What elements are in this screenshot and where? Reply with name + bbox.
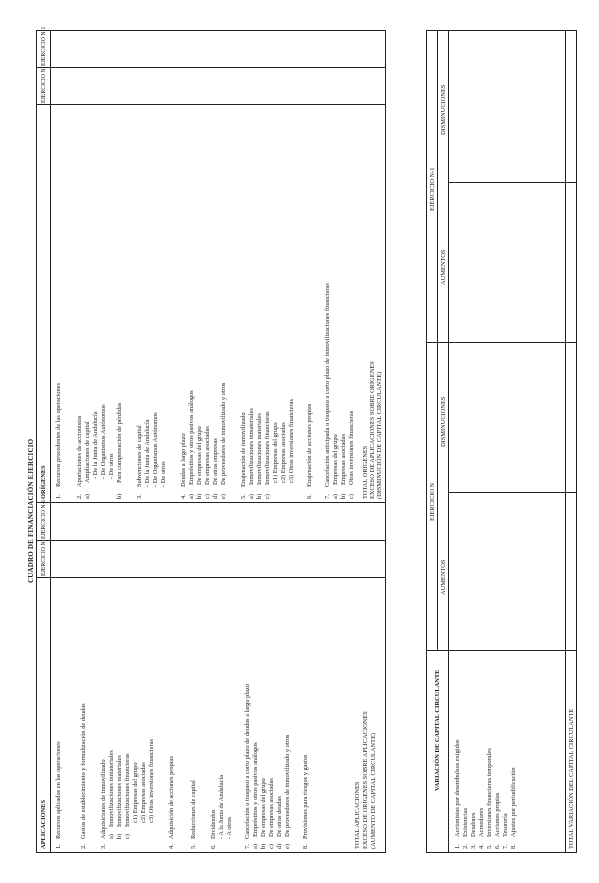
orig-text: - De Organismos Autónomos [152, 412, 159, 487]
circulante-num: 2. [462, 844, 469, 849]
orig-num: a) [332, 494, 339, 499]
aplic-text: c2) Empresas asociadas [140, 762, 147, 823]
aplic-text: Dividendos [210, 809, 217, 839]
circulante-num: 6. [494, 844, 501, 849]
circulante-item: Acreedores [478, 807, 485, 837]
orig-text: De empresas del grupo [196, 426, 203, 485]
circulante-num: 3. [470, 844, 477, 849]
orig-text: Inmovilizaciones materiales [256, 413, 263, 485]
orig-text: Empréstitos y otros pasivos análogos [188, 390, 195, 485]
aplic-text: Cancelación o traspaso a corto plazo de deudas a largo plazo [244, 684, 251, 839]
circulante-ejercicio-n: EJERCICIO N [429, 482, 436, 521]
orig-num: a) [84, 494, 91, 499]
aplic-text: De empresas asociadas [268, 778, 275, 837]
circulante-item: Acciones propias [494, 792, 501, 837]
circulante-left-border [426, 852, 576, 853]
aplicaciones-header: APLICACIONES [40, 799, 47, 849]
aplic-text: Empréstitos y otros pasivos análogos [252, 742, 259, 837]
aplic-num: d) [276, 843, 283, 849]
orig-text: Enajenación de inmovilizado [240, 412, 247, 487]
orig-text: Inmovilizaciones inmateriales [248, 408, 255, 485]
orig-col-n-header: EJERCICIO N [41, 68, 47, 103]
orig-text: c3) Otras inversiones financieras [288, 399, 295, 483]
aplic-text: Reducciones de capital [190, 780, 197, 839]
circulante-item: Tesorería [502, 813, 509, 837]
orig-num: 2. [76, 494, 83, 499]
orig-text: c2) Empresas asociadas [280, 422, 287, 483]
financing-title: CUADRO DE FINANCIACIÓN EJERCICIO [27, 438, 35, 583]
orig-num: 6. [306, 494, 313, 499]
circulante-num: 1. [454, 844, 461, 849]
orig-text: - De otros [108, 453, 115, 479]
circulante-num: 4. [478, 844, 485, 849]
circulante-col-divider-3 [426, 342, 576, 343]
orig-num: a) [188, 494, 195, 499]
orig-num: 7. [324, 494, 331, 499]
aplic-text: - A la Junta de Andalucía [218, 774, 225, 839]
orig-text: Subvenciones de capital [136, 425, 143, 487]
orig-num: b) [196, 493, 203, 499]
orig-total: TOTAL ORÍGENES [362, 445, 369, 499]
financing-right-border [36, 30, 385, 31]
aplic-text: c3) Otras inversiones financieras [148, 739, 155, 823]
aplic-num: 4. [168, 844, 175, 849]
orig-text: Ampliaciones de capital [84, 421, 91, 483]
aplic-text: - A otros [226, 816, 233, 839]
orig-text: Recursos procedentes de las operaciones [55, 383, 62, 487]
orig-text: - De Organismos Autónomos [100, 404, 107, 479]
aplic-excess-line-2: (AUMENTO DE CAPITAL CIRCULANTE) [370, 732, 377, 849]
orig-num: 3. [136, 494, 143, 499]
orig-text: - De la Junta de Andalucía [144, 419, 151, 487]
aplic-text: Inmovilizaciones inmateriales [108, 750, 115, 827]
aplic-text: De otras deudas [276, 796, 283, 837]
orig-num: c) [264, 494, 271, 499]
orig-text: Enajenación de acciones propias [306, 403, 313, 487]
aplic-num: c) [124, 834, 131, 839]
aplic-num: c) [268, 844, 275, 849]
aplic-text: Adquisición de acciones propias [168, 756, 175, 839]
orig-excess-line-1: EXCESO DE APLICACIONES SOBRE ORÍGENES [369, 361, 376, 499]
orig-num: 4. [180, 494, 187, 499]
aplic-num: 1. [55, 844, 62, 849]
circulante-top-border [426, 30, 427, 853]
aplic-text: Provisiones para riesgos y gastos [302, 754, 309, 839]
orig-num: c) [204, 494, 211, 499]
orig-text: - De la Junta de Andalucía [92, 411, 99, 479]
orig-num: d) [212, 493, 219, 499]
section-divider [36, 502, 385, 503]
aplic-text: Inmovilizaciones financieras [124, 753, 131, 827]
aplic-col-n-divider [36, 577, 385, 578]
aplic-text: De proveedores de inmovilizado y otros [284, 734, 291, 837]
circulante-num: 8. [510, 844, 517, 849]
orig-num: b) [256, 493, 263, 499]
circulante-ejercicio-n1: EJERCICIO N-1 [429, 167, 436, 211]
aplic-col-n-header: EJERCICIO N [41, 541, 47, 576]
orig-text: De empresas asociadas [204, 426, 211, 485]
orig-text: c1) Empresas del grupo [272, 422, 279, 483]
circulante-total: TOTAL VARIACIÓN DEL CAPITAL CIRCULANTE [568, 708, 575, 849]
aplic-num: 6. [210, 844, 217, 849]
circulante-item: Existencias [462, 807, 469, 837]
aplic-num: b) [260, 843, 267, 849]
circulante-num: 7. [502, 844, 509, 849]
circulante-header-rule [448, 30, 449, 853]
circulante-item: Accionistas por desembolsos exigidos [454, 739, 461, 837]
orig-num: 5. [240, 494, 247, 499]
orig-text: Aportaciones de accionistas [76, 415, 83, 487]
orig-text: Empresas del grupo [332, 434, 339, 485]
orig-text: De otras empresas [212, 438, 219, 485]
orig-num: c) [348, 494, 355, 499]
orig-num: e) [220, 494, 227, 499]
orig-num: a) [248, 494, 255, 499]
disminuciones-n-header: DISMINUCIONES [440, 396, 447, 447]
aplic-num: e) [284, 844, 291, 849]
aplic-text: Recursos aplicados en las operaciones [55, 741, 62, 839]
orig-text: Inmovilizaciones financieras [264, 411, 271, 485]
circulante-col-divider-4 [448, 182, 576, 183]
circulante-col-divider-2 [448, 492, 576, 493]
aplic-text: Inmovilizaciones materiales [116, 755, 123, 827]
aplic-num: a) [252, 844, 259, 849]
circulante-item: Ajustes por periodificación [510, 767, 517, 837]
orig-num: b) [116, 493, 123, 499]
orig-text: - De otros [160, 461, 167, 487]
aplic-col-n1-divider [36, 540, 385, 541]
aplic-num: 8. [302, 844, 309, 849]
aplic-text: c1) Empresas del grupo [132, 762, 139, 823]
orig-col-n1-divider [36, 67, 385, 68]
orig-num: 1. [55, 494, 62, 499]
orig-text: Deudas a largo plazo [180, 433, 187, 487]
circulante-num: 5. [486, 844, 493, 849]
aplic-num: 7. [244, 844, 251, 849]
aplic-col-n1-header: EJERCICIO N-1 [41, 499, 47, 539]
aplic-num: 5. [190, 844, 197, 849]
orig-text: Para compensación de pérdidas [116, 402, 123, 483]
aplic-text: De empresas del grupo [260, 778, 267, 837]
aplic-total: TOTAL APLICACIONES [354, 781, 361, 849]
aplic-text: Adquisiciones de inmovilizado [100, 759, 107, 839]
circulante-right-border [426, 30, 576, 31]
orig-excess-line-2: (DISMINUCIÓN DE CAPITAL CIRCULANTE) [376, 371, 383, 499]
orig-text: Cancelación anticipada o traspaso a corto plazo de inmovilizaciones financieras [324, 283, 331, 487]
circulante-total-rule [565, 30, 566, 853]
origenes-header: ORÍGENES [40, 465, 47, 499]
financing-bottom-border [385, 30, 386, 853]
aplic-num: a) [108, 834, 115, 839]
disminuciones-n1-header: DISMINUCIONES [440, 84, 447, 135]
orig-col-n-divider [36, 104, 385, 105]
circulante-header: VARIACIÓN DE CAPITAL CIRCULANTE [434, 669, 441, 791]
orig-text: Empresas asociadas [340, 434, 347, 485]
aplic-num: 2. [80, 844, 87, 849]
circulante-col-divider-1 [426, 650, 576, 651]
aplic-num: 3. [100, 844, 107, 849]
orig-num: b) [340, 493, 347, 499]
circulante-item: Inversiones financieras temporales [486, 748, 493, 837]
aumentos-n-header: AUMENTOS [440, 559, 447, 595]
aumentos-n1-header: AUMENTOS [440, 249, 447, 285]
aplic-text: Gastos de establecimiento y formalización de deudas [80, 703, 87, 839]
circulante-bottom-border [576, 30, 577, 853]
orig-text: Otras inversiones financieras [348, 410, 355, 485]
orig-col-n1-header: EJERCICIO N-1 [41, 26, 47, 66]
financing-top-border [36, 30, 37, 853]
circulante-item: Deudores [470, 812, 477, 837]
financing-left-border [36, 852, 385, 853]
aplic-num: b) [116, 833, 123, 839]
circulante-subheader-rule [437, 31, 438, 651]
financing-header-rule [50, 30, 51, 853]
aplic-excess-line-1: EXCESO DE ORÍGENES SOBRE APLICACIONES [362, 711, 369, 849]
orig-text: De proveedores de inmovilizado y otros [220, 382, 227, 485]
